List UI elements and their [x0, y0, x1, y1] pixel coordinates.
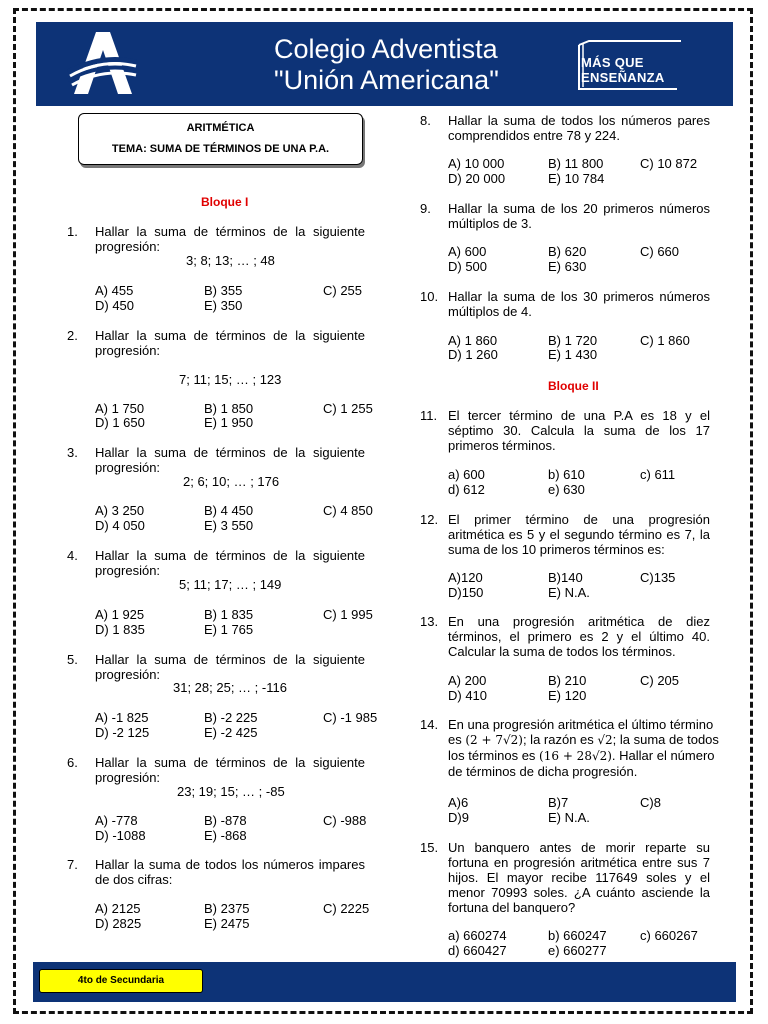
q9-option-d: D) 500: [448, 259, 488, 274]
q1-option-c: C) 255: [323, 283, 363, 298]
tagline-line1: MÁS QUE: [581, 55, 644, 70]
q4-option-c: C) 1 995: [323, 607, 373, 622]
question-text: En una progresión aritmética de diez términos, el primero es 2 y el último 40. Calcular la suma de todos los términos.: [448, 614, 710, 659]
q4-option-b: B) 1 835: [204, 607, 254, 622]
q14-line-4: de términos de dicha progresión.: [448, 764, 638, 779]
bloque-1-heading: Bloque I: [201, 195, 249, 209]
question-9: [420, 201, 712, 233]
q14-line-3: [448, 748, 715, 764]
question-6-sequence: 23; 19; 15; … ; -85: [177, 784, 285, 799]
question-number: 4.: [67, 548, 78, 563]
q2-option-a: A) 1 750: [95, 401, 145, 416]
bloque-2-heading: Bloque II: [548, 379, 599, 393]
question-number: 14.: [420, 717, 439, 732]
q4-option-e: E) 1 765: [204, 622, 254, 637]
q13-option-a: A) 200: [448, 673, 487, 688]
q14-option-e: E) N.A.: [548, 810, 590, 825]
header-banner: [36, 22, 733, 106]
q7-option-a: A) 2125: [95, 901, 141, 916]
question-11: [420, 408, 712, 454]
question-text: Hallar la suma de todos los números pares comprendidos entre 78 y 224.: [448, 113, 710, 143]
q4-option-a: A) 1 925: [95, 607, 145, 622]
q14-option-d: D)9: [448, 810, 469, 825]
q14-line3-text-b: . Hallar el número: [611, 748, 715, 763]
title-box: [78, 113, 363, 165]
school-name-line2: "Unión Americana": [274, 65, 499, 95]
footer-bar: [33, 962, 736, 1002]
q11-option-e: e) 630: [548, 482, 585, 497]
q15-option-d: d) 660427: [448, 943, 507, 958]
q4-option-d: D) 1 835: [95, 622, 145, 637]
q14-line-1: En una progresión aritmética el último término: [448, 717, 714, 732]
q15-option-e: e) 660277: [548, 943, 607, 958]
q8-option-a: A) 10 000: [448, 156, 505, 171]
q13-option-c: C) 205: [640, 673, 680, 688]
q15-option-a: a) 660274: [448, 928, 507, 943]
q14-line3-text-a: los términos es: [448, 748, 540, 763]
q14-formula-last-term: (2 + 7√2): [465, 733, 523, 747]
q12-option-a: A)120: [448, 570, 483, 585]
q6-option-a: A) -778: [95, 813, 138, 828]
question-10: [420, 289, 712, 321]
question-2: [67, 328, 367, 368]
q15-option-b: b) 660247: [548, 928, 607, 943]
q2-option-b: B) 1 850: [204, 401, 254, 416]
question-text: Hallar la suma de los 20 primeros números múltiplos de 3.: [448, 201, 710, 231]
q10-option-c: C) 1 860: [640, 333, 690, 348]
q6-option-e: E) -868: [204, 828, 247, 843]
question-text: Un banquero antes de morir reparte su fortuna en progresión aritmética entre sus 7 hijos. El mayor recibe 117649 soles y el menor 70993 soles. ¿A cuánto asciende la fortuna del banquero?: [448, 840, 710, 915]
q3-option-b: B) 4 450: [204, 503, 254, 518]
question-1-sequence: 3; 8; 13; … ; 48: [186, 253, 275, 268]
q6-option-c: C) -988: [323, 813, 367, 828]
q14-line2-text-c: ; la suma de todos: [612, 732, 719, 747]
tagline: [577, 39, 687, 91]
question-number: 10.: [420, 289, 439, 304]
q6-option-d: D) -1088: [95, 828, 146, 843]
question-text: [448, 717, 719, 779]
q15-option-c: c) 660267: [640, 928, 698, 943]
q12-option-b: B)140: [548, 570, 583, 585]
q10-option-e: E) 1 430: [548, 347, 598, 362]
q6-option-b: B) -878: [204, 813, 247, 828]
question-number: 9.: [420, 201, 431, 216]
q14-formula-ratio: √2: [597, 733, 613, 747]
grade-label: 4to de Secundaria: [39, 969, 203, 993]
q12-option-d: D)150: [448, 585, 484, 600]
q5-option-b: B) -2 225: [204, 710, 258, 725]
question-3-sequence: 2; 6; 10; … ; 176: [183, 474, 280, 489]
question-7: [67, 857, 367, 897]
q2-option-c: C) 1 255: [323, 401, 373, 416]
question-number: 6.: [67, 755, 78, 770]
q13-option-b: B) 210: [548, 673, 587, 688]
question-text: Hallar la suma de términos de la siguiente progresión:: [95, 548, 365, 578]
q2-option-d: D) 1 650: [95, 415, 145, 430]
question-12: [420, 512, 712, 558]
q9-option-e: E) 630: [548, 259, 587, 274]
question-text: Hallar la suma de todos los números impares de dos cifras:: [95, 857, 365, 887]
question-text: Hallar la suma de los 30 primeros números múltiplos de 4.: [448, 289, 710, 319]
q5-option-a: A) -1 825: [95, 710, 149, 725]
q7-option-d: D) 2825: [95, 916, 142, 931]
question-number: 7.: [67, 857, 78, 872]
q10-option-a: A) 1 860: [448, 333, 498, 348]
question-number: 5.: [67, 652, 78, 667]
question-text: Hallar la suma de términos de la siguiente progresión:: [95, 224, 365, 254]
q7-option-b: B) 2375: [204, 901, 250, 916]
question-text: Hallar la suma de términos de la siguiente progresión:: [95, 652, 365, 682]
q5-option-c: C) -1 985: [323, 710, 378, 725]
q1-option-a: A) 455: [95, 283, 134, 298]
school-logo-icon: [66, 28, 138, 100]
question-text: El primer término de una progresión aritmética es 5 y el segundo término es 7, la suma de los 10 primeros términos es:: [448, 512, 710, 557]
topic-title: TEMA: SUMA DE TÉRMINOS DE UNA P.A.: [111, 143, 330, 155]
q5-option-e: E) -2 425: [204, 725, 258, 740]
q3-option-c: C) 4 850: [323, 503, 373, 518]
q9-option-b: B) 620: [548, 244, 587, 259]
question-2-sequence: 7; 11; 15; … ; 123: [179, 372, 282, 387]
q10-option-b: B) 1 720: [548, 333, 598, 348]
q11-option-d: d) 612: [448, 482, 485, 497]
question-number: 15.: [420, 840, 439, 855]
question-text: Hallar la suma de términos de la siguiente progresión:: [95, 755, 365, 785]
question-text: Hallar la suma de términos de la siguiente progresión:: [95, 328, 365, 358]
question-number: 3.: [67, 445, 78, 460]
q1-option-e: E) 350: [204, 298, 243, 313]
question-number: 8.: [420, 113, 431, 128]
q8-option-d: D) 20 000: [448, 171, 506, 186]
q5-option-d: D) -2 125: [95, 725, 150, 740]
question-text: Hallar la suma de términos de la siguiente progresión:: [95, 445, 365, 475]
q11-option-a: a) 600: [448, 467, 485, 482]
question-8: [420, 113, 712, 145]
question-number: 1.: [67, 224, 78, 239]
q14-line-2: [448, 732, 719, 748]
school-name: [274, 34, 499, 96]
q11-option-b: b) 610: [548, 467, 585, 482]
q14-option-c: C)8: [640, 795, 661, 810]
q7-option-c: C) 2225: [323, 901, 370, 916]
q12-option-c: C)135: [640, 570, 676, 585]
q11-option-c: c) 611: [640, 467, 676, 482]
q14-formula-sum: (16 + 28√2): [539, 749, 612, 763]
question-5-sequence: 31; 28; 25; … ; -116: [173, 680, 287, 695]
question-13: [420, 614, 712, 660]
q3-option-a: A) 3 250: [95, 503, 145, 518]
question-number: 11.: [420, 408, 438, 423]
question-text: El tercer término de una P.A es 18 y el séptimo 30. Calcula la suma de los 17 primeros términos.: [448, 408, 710, 453]
q14-option-b: B)7: [548, 795, 569, 810]
q14-option-a: A)6: [448, 795, 469, 810]
q14-line2-text-a: es: [448, 732, 466, 747]
q1-option-d: D) 450: [95, 298, 135, 313]
q7-option-e: E) 2475: [204, 916, 250, 931]
q13-option-d: D) 410: [448, 688, 488, 703]
q1-option-b: B) 355: [204, 283, 243, 298]
q2-option-e: E) 1 950: [204, 415, 254, 430]
tagline-line2: ENSEÑANZA: [581, 70, 665, 85]
q9-option-c: C) 660: [640, 244, 680, 259]
subject-title: ARITMÉTICA: [186, 122, 255, 134]
question-number: 13.: [420, 614, 439, 629]
question-15: [420, 840, 712, 915]
q14-line2-text-b: ; la razón es: [522, 732, 598, 747]
q8-option-c: C) 10 872: [640, 156, 698, 171]
q3-option-e: E) 3 550: [204, 518, 254, 533]
school-name-line1: Colegio Adventista: [274, 34, 498, 64]
question-number: 2.: [67, 328, 78, 343]
q12-option-e: E) N.A.: [548, 585, 590, 600]
question-14: [420, 717, 719, 781]
question-number: 12.: [420, 512, 439, 527]
q3-option-d: D) 4 050: [95, 518, 145, 533]
q9-option-a: A) 600: [448, 244, 487, 259]
q8-option-b: B) 11 800: [548, 156, 604, 171]
q10-option-d: D) 1 260: [448, 347, 498, 362]
q13-option-e: E) 120: [548, 688, 587, 703]
q8-option-e: E) 10 784: [548, 171, 605, 186]
question-4-sequence: 5; 11; 17; … ; 149: [179, 577, 282, 592]
